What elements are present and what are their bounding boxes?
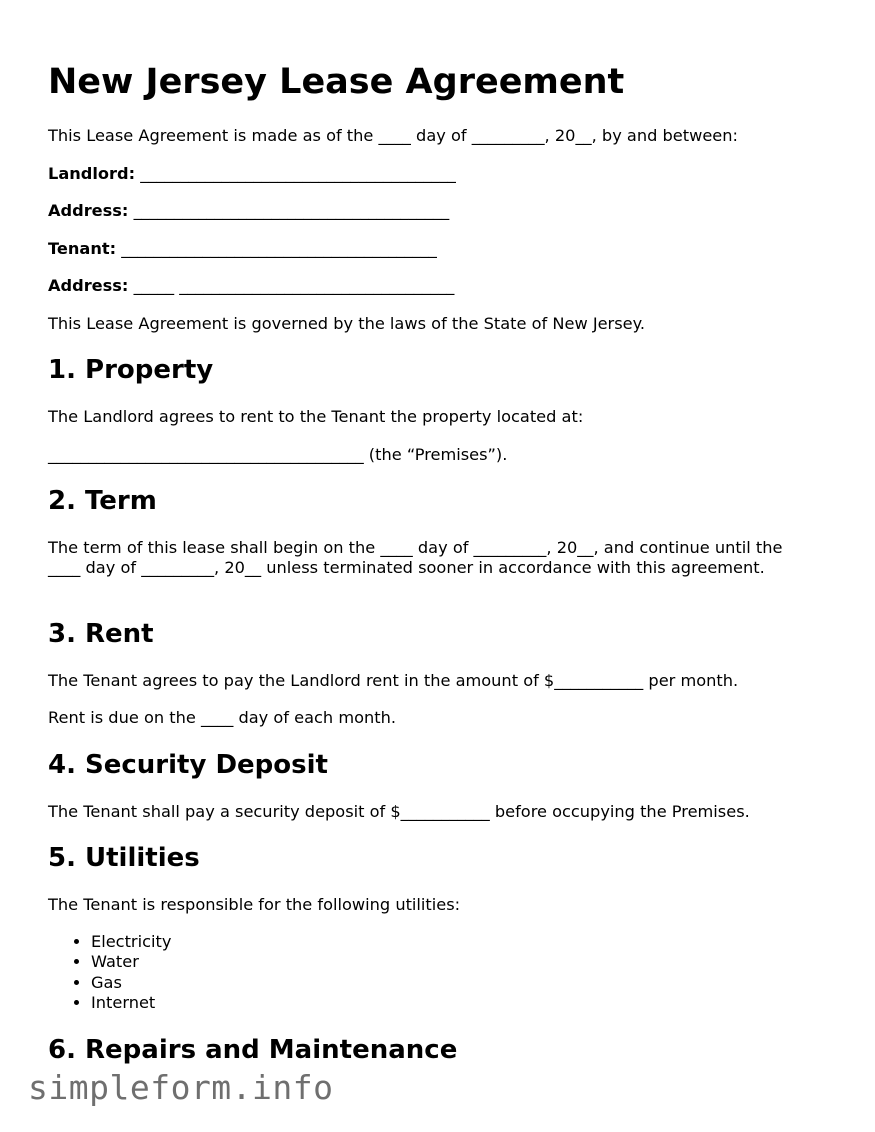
landlord-address-blank: _______________________________________ [133,201,450,220]
security-deposit-paragraph: The Tenant shall pay a security deposit of $___________ before occupying the Premises. [48,802,750,821]
list-item: • Gas [91,973,171,993]
intro-paragraph: This Lease Agreement is made as of the ____ day of _________, 20__, by and between: [48,126,738,145]
property-heading: 1. Property [48,355,214,385]
list-item: • Water [91,952,171,972]
security-deposit-heading: 4. Security Deposit [48,750,328,780]
landlord-blank: _______________________________________ [140,164,456,183]
tenant-address-label: Address: [48,276,129,295]
tenant-address-blank: _____ __________________________________ [133,276,455,295]
rent-heading: 3. Rent [48,619,154,649]
utilities-list [48,932,171,1013]
term-heading: 2. Term [48,486,157,516]
list-item: • Internet [91,993,171,1013]
site-watermark: simpleform.info [28,1068,334,1107]
list-item: • Electricity [91,932,171,952]
premises-line: _______________________________________ (the “Premises”). [48,445,508,464]
repairs-heading: 6. Repairs and Maintenance [48,1035,458,1065]
rent-amount-paragraph: The Tenant agrees to pay the Landlord rent in the amount of $___________ per month. [48,671,739,690]
landlord-field [48,164,456,184]
landlord-address-label: Address: [48,201,129,220]
governing-law-paragraph: This Lease Agreement is governed by the laws of the State of New Jersey. [48,314,646,333]
property-paragraph: The Landlord agrees to rent to the Tenant the property located at: [48,407,584,426]
term-paragraph: The term of this lease shall begin on the ____ day of _________, 20__, and continue until the ____ day of _________, 20__ unless terminated sooner in accordance with this agreement. [48,538,783,577]
document-title: New Jersey Lease Agreement [48,62,625,102]
utilities-paragraph: The Tenant is responsible for the following utilities: [48,895,461,914]
rent-due-paragraph: Rent is due on the ____ day of each month. [48,708,397,727]
tenant-blank: _______________________________________ [121,239,437,258]
landlord-label: Landlord: [48,164,136,183]
tenant-address-field [48,276,454,296]
utilities-heading: 5. Utilities [48,843,200,873]
landlord-address-field [48,201,449,221]
tenant-field [48,239,437,259]
tenant-label: Tenant: [48,239,117,258]
